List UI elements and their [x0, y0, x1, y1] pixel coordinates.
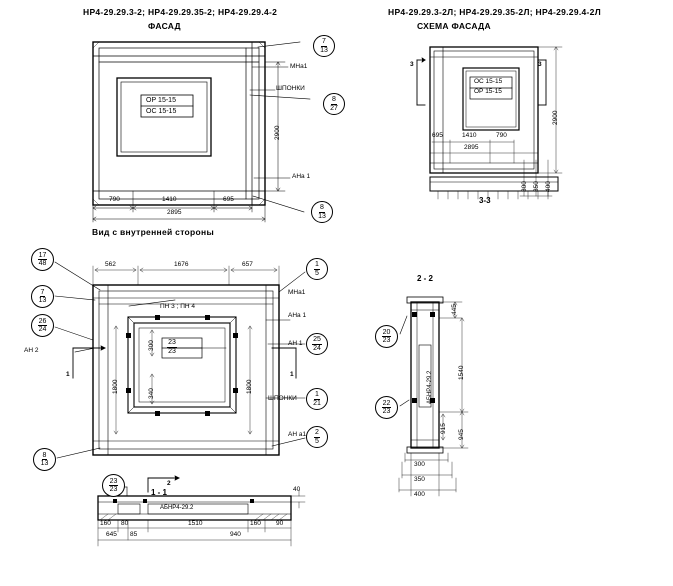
section22-dim-400: 400: [414, 491, 425, 498]
callout-den: 23: [382, 337, 391, 344]
section11-dim-80: 80: [121, 520, 129, 527]
callout-num: 1: [315, 261, 319, 269]
callout-num: 26: [38, 317, 47, 325]
facade-note-ana1: АНа 1: [292, 173, 311, 180]
scheme-step-350: 350: [533, 181, 540, 192]
facade-codes-title: НР4-29.29.3-2; НР4-29.29.35-2; НР4-29.29.4-2: [83, 7, 278, 17]
scheme-dim-695: 695: [432, 132, 443, 139]
scheme-codes-title: НР4-29.29.3-2Л; НР4-29.29.35-2Л; НР4-29.29.4-2Л: [388, 7, 601, 17]
scheme-step-400: 400: [545, 181, 552, 192]
scheme-step-300: 300: [521, 181, 528, 192]
inner-view-title: Вид с внутренней стороны: [92, 227, 215, 237]
callout-num: 23: [109, 477, 118, 485]
inner-dim-1800-left: 1800: [112, 379, 119, 394]
section11-dim-40: 40: [293, 486, 301, 493]
callout-num: 2: [315, 429, 319, 437]
inner-note-ana1b: АН а1: [288, 431, 307, 438]
inner-note-ana1: АНа 1: [288, 312, 307, 319]
facade-dim-total: 2895: [167, 209, 182, 216]
callout-17-48-inner[interactable]: [31, 248, 54, 271]
inner-note-an2: АН 2: [24, 347, 39, 354]
facade-dim-1410: 1410: [162, 196, 177, 203]
section22-dim-945: 945: [458, 429, 465, 440]
callout-den: 21: [313, 399, 321, 407]
callout-den: 27: [330, 104, 338, 112]
facade-word-title: ФАСАД: [148, 21, 181, 31]
callout-den: 13: [320, 46, 328, 54]
section-22-title: 2 - 2: [417, 274, 434, 283]
section22-dim-300: 300: [414, 461, 425, 468]
callout-num: 20: [382, 328, 391, 336]
callout-7-13-inner[interactable]: [31, 285, 54, 308]
inner-mark-1-left: 1: [66, 371, 70, 378]
inner-note-shponki: ШПОНКИ: [268, 395, 297, 402]
callout-den: 48: [38, 260, 47, 267]
callout-22-23-section22[interactable]: [375, 396, 398, 419]
facade-dim-790: 790: [109, 196, 120, 203]
scheme-dim-height: 2900: [552, 110, 559, 125]
callout-8-27-facade[interactable]: [323, 93, 345, 115]
callout-num: 8: [332, 96, 336, 104]
callout-20-23-section22[interactable]: [375, 325, 398, 348]
inner-dim-340: 340: [148, 388, 155, 399]
scheme-mark-3-right: 3: [538, 61, 542, 68]
scheme-dim-790: 790: [496, 132, 507, 139]
callout-26-24-inner[interactable]: [31, 314, 54, 337]
callout-7-13-facade[interactable]: [313, 35, 335, 57]
section11-dim-940: 940: [230, 531, 241, 538]
callout-23-23-window[interactable]: [161, 336, 183, 358]
scheme-word-title: СХЕМА ФАСАДА: [417, 21, 491, 31]
inner-note-mna1: МНа1: [288, 289, 306, 296]
section22-beam-label: АБНР4-29.2: [427, 370, 433, 404]
section22-dim-915: 915: [440, 423, 447, 434]
facade-dim-height: 2900: [274, 125, 281, 140]
section11-beam-label: АБНР4-29.2: [160, 505, 194, 511]
callout-num: 22: [382, 399, 391, 407]
callout-25-24-inner[interactable]: [306, 333, 328, 355]
callout-den: 13: [40, 460, 49, 467]
callout-1-5-inner[interactable]: [306, 258, 328, 280]
scheme-mark-3-left: 3: [410, 61, 414, 68]
inner-dim-562: 562: [105, 261, 116, 268]
callout-num: 23: [168, 339, 176, 347]
callout-den: 13: [318, 212, 326, 220]
callout-num: 25: [313, 336, 321, 344]
callout-1-21-inner[interactable]: [306, 388, 328, 410]
callout-den: 23: [382, 408, 391, 415]
callout-num: 1: [315, 391, 319, 399]
section-11-title: 1 - 1: [151, 488, 168, 497]
section11-mark-2: 2: [167, 480, 171, 487]
section11-dim-90: 90: [276, 520, 284, 527]
section11-dim-160: 160: [100, 520, 111, 527]
section11-dim-645: 645: [106, 531, 117, 538]
callout-num: 7: [322, 38, 326, 46]
inner-dim-1800-right: 1800: [246, 379, 253, 394]
facade-dim-695: 695: [223, 196, 234, 203]
callout-den: 23: [168, 347, 176, 355]
section-33-title: 3-3: [479, 196, 491, 205]
section22-dim-1540: 1540: [458, 365, 465, 380]
callout-den: 5: [315, 437, 319, 445]
callout-num: 17: [38, 251, 47, 259]
inner-dim-657: 657: [242, 261, 253, 268]
callout-den: 13: [38, 297, 47, 304]
callout-2-5-inner[interactable]: [306, 426, 328, 448]
callout-num: 8: [320, 204, 324, 212]
callout-den: 23: [109, 486, 118, 493]
scheme-window-label-1: ОС 15-15: [474, 78, 503, 85]
inner-note-an1: АН 1: [288, 340, 303, 347]
scheme-dim-total: 2895: [464, 144, 479, 151]
section11-dim-85: 85: [130, 531, 138, 538]
inner-dim-1676: 1676: [174, 261, 189, 268]
section22-dim-445: 445: [451, 304, 458, 315]
callout-den: 5: [315, 269, 319, 277]
callout-num: 8: [42, 451, 47, 459]
facade-note-shponki: ШПОНКИ: [276, 85, 305, 92]
facade-window-label-2: ОС 15-15: [146, 108, 177, 115]
callout-den: 24: [313, 344, 321, 352]
inner-mark-1-right: 1: [290, 371, 294, 378]
section22-dim-350: 350: [414, 476, 425, 483]
callout-8-13-inner[interactable]: [33, 448, 56, 471]
facade-window-label-1: ОР 15-15: [146, 97, 176, 104]
callout-den: 24: [38, 326, 47, 333]
section11-dim-160b: 160: [250, 520, 261, 527]
callout-23-23-section11[interactable]: [102, 474, 125, 497]
facade-note-mna1: МНа1: [290, 63, 308, 70]
callout-num: 7: [40, 288, 45, 296]
inner-panel-label: ПН 3 ; ПН 4: [160, 303, 195, 310]
scheme-dim-1410: 1410: [462, 132, 477, 139]
callout-8-13-facade[interactable]: [311, 201, 333, 223]
scheme-window-label-2: ОР 15-15: [474, 88, 502, 95]
section11-dim-1510: 1510: [188, 520, 203, 527]
inner-dim-300: 300: [148, 340, 155, 351]
